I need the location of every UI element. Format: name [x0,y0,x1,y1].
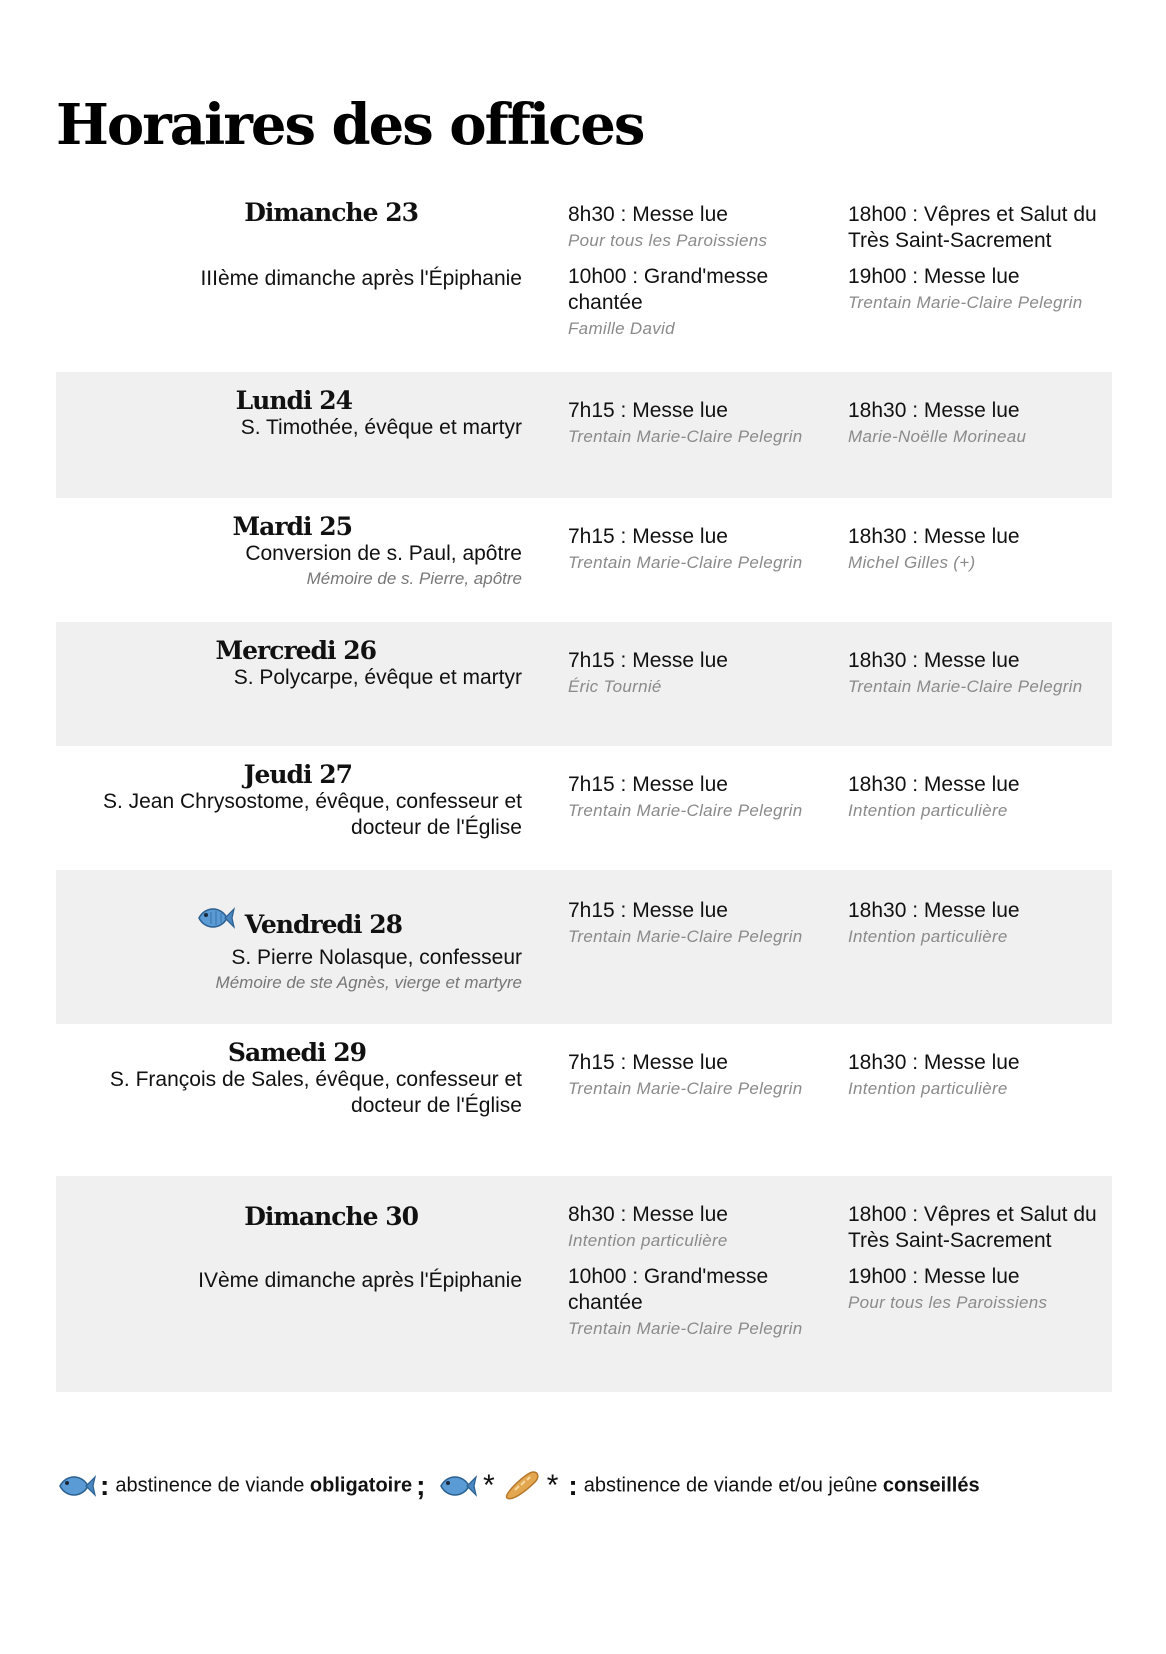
evening-column [848,202,1110,316]
evening-column [848,648,1110,700]
bread-icon [501,1468,541,1504]
day-cell [56,870,522,1024]
evening-column [848,772,1110,824]
legend-colon: : [100,1470,110,1501]
day-row-mercredi-26 [56,622,1112,746]
service-intention: Trentain Marie-Claire Pelegrin [568,427,803,446]
day-row-mardi-25 [56,498,1112,622]
service-title: 7h15 : Messe lue [568,649,728,672]
service-title: 10h00 : Grand'messe chantée [568,265,769,314]
day-row-lundi-24 [56,372,1112,498]
service-intention: Trentain Marie-Claire Pelegrin [568,553,803,572]
service-title: 18h00 : Vêpres et Salut du Très Saint-Sacrement [848,203,1097,252]
service-intention: Intention particulière [848,801,1008,820]
service-intention: Trentain Marie-Claire Pelegrin [848,293,1083,312]
service-item [568,1202,808,1254]
morning-column [568,1050,808,1102]
day-name: Lundi 24 [235,386,352,415]
day-name: Samedi 29 [227,1038,366,1067]
legend-bold-1: obligatoire [309,1474,413,1497]
feast-name: S. Timothée, évêque et martyr [240,416,522,439]
service-title: 8h30 : Messe lue [568,203,728,226]
service-intention: Intention particulière [848,927,1008,946]
legend-star: * [546,1469,559,1502]
service-intention: Trentain Marie-Claire Pelegrin [568,1319,803,1338]
evening-column [848,1050,1110,1102]
fish-icon [56,1470,96,1502]
evening-column [848,1202,1110,1316]
service-intention: Pour tous les Paroissiens [848,1293,1048,1312]
legend-star: * [483,1469,495,1502]
day-row-jeudi-27 [56,746,1112,870]
morning-column [568,772,808,824]
service-title: 18h30 : Messe lue [848,525,1020,548]
legend-separator: ; [416,1470,426,1501]
feast-name: S. Jean Chrysostome, évêque, confesseur et docteur de l'Église [102,790,522,839]
legend-text-2: abstinence de viande et/ou jeûne [583,1474,883,1497]
service-intention: Intention particulière [848,1079,1008,1098]
legend-colon: : [568,1470,578,1501]
service-title: 18h30 : Messe lue [848,1051,1020,1074]
service-item [848,202,1110,254]
service-title: 18h30 : Messe lue [848,649,1020,672]
legend-bold-2: conseillés [882,1474,980,1497]
day-row-dimanche-30 [56,1176,1112,1392]
evening-column [848,898,1110,950]
page-title: Horaires des offices [56,92,644,158]
service-title: 7h15 : Messe lue [568,773,728,796]
day-cell [56,372,522,498]
service-intention: Trentain Marie-Claire Pelegrin [848,677,1083,696]
day-row-samedi-29 [56,1024,1112,1176]
service-intention: Éric Tournié [568,677,662,696]
feast-name: Conversion de s. Paul, apôtre [245,542,522,565]
day-name: Mardi 25 [232,512,352,541]
service-title: 19h00 : Messe lue [848,265,1020,288]
day-cell [56,746,522,870]
service-item [568,1264,808,1342]
service-title: 8h30 : Messe lue [568,1203,728,1226]
day-name-with-icon [56,910,402,939]
day-row-vendredi-28 [56,870,1112,1024]
day-name: Dimanche 30 [244,1202,418,1231]
service-title: 7h15 : Messe lue [568,399,728,422]
day-cell [56,198,522,372]
morning-column [568,1202,808,1342]
service-item [568,202,808,254]
day-row-dimanche-23 [56,198,1112,372]
morning-column [568,524,808,576]
service-item [848,1202,1110,1254]
evening-column [848,398,1110,450]
service-title: 18h30 : Messe lue [848,899,1020,922]
service-title: 19h00 : Messe lue [848,1265,1020,1288]
service-title: 7h15 : Messe lue [568,1051,728,1074]
memoire-text: Mémoire de s. Pierre, apôtre [306,569,522,588]
service-item [848,264,1110,316]
morning-column [568,202,808,342]
day-cell [56,1024,522,1176]
day-cell [56,1176,522,1392]
schedule-table [56,198,1112,1392]
service-title: 7h15 : Messe lue [568,525,728,548]
service-title: 18h30 : Messe lue [848,399,1020,422]
day-name: Mercredi 26 [215,636,376,665]
day-name: Jeudi 27 [243,760,352,789]
service-item [568,264,808,342]
morning-column [568,398,808,450]
service-intention: Michel Gilles (+) [848,553,976,572]
legend-text-1: abstinence de viande [115,1474,310,1497]
service-item [848,1264,1110,1316]
legend [56,1468,980,1504]
feast-name: S. Pierre Nolasque, confesseur [231,946,522,969]
service-intention: Intention particulière [568,1231,728,1250]
fish-icon [437,1470,477,1502]
feast-name: IVème dimanche après l'Épiphanie [198,1269,522,1292]
service-intention: Pour tous les Paroissiens [568,231,768,250]
service-intention: Trentain Marie-Claire Pelegrin [568,1079,803,1098]
morning-column [568,648,808,700]
evening-column [848,524,1110,576]
feast-name: IIIème dimanche après l'Épiphanie [200,267,522,290]
day-cell [56,498,522,622]
day-name: Dimanche 23 [244,198,418,227]
feast-name: S. François de Sales, évêque, confesseur et docteur de l'Église [109,1068,522,1117]
fish-icon [195,902,235,934]
feast-name: S. Polycarpe, évêque et martyr [233,666,522,689]
service-intention: Trentain Marie-Claire Pelegrin [568,927,803,946]
service-intention: Famille David [568,319,675,338]
day-name: Vendredi 28 [244,910,402,939]
service-title: 18h30 : Messe lue [848,773,1020,796]
memoire-text: Mémoire de ste Agnès, vierge et martyre [215,973,522,992]
service-title: 10h00 : Grand'messe chantée [568,1265,769,1314]
morning-column [568,898,808,950]
day-cell [56,622,522,746]
service-intention: Trentain Marie-Claire Pelegrin [568,801,803,820]
service-intention: Marie-Noëlle Morineau [848,427,1027,446]
service-title: 7h15 : Messe lue [568,899,728,922]
service-title: 18h00 : Vêpres et Salut du Très Saint-Sacrement [848,1203,1097,1252]
